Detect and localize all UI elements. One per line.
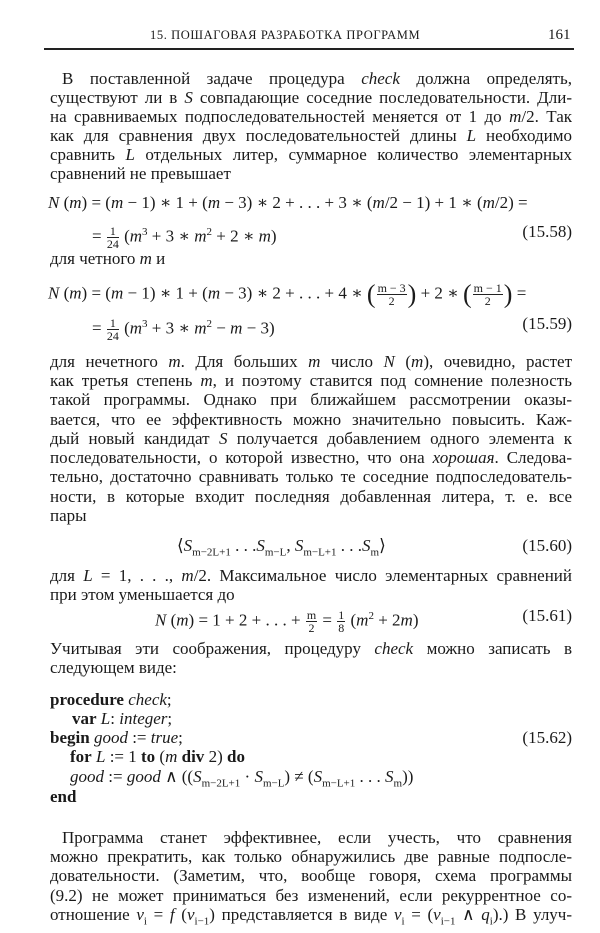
text-segment: − 3) [242,318,275,338]
text-segment: как третья степень [50,371,201,390]
keyword: procedure [50,690,124,709]
text-segment: 3 [142,318,148,330]
italic-term: v [186,905,195,924]
text-segment: ∧ (( [160,767,194,786]
text-segment: . . . [336,536,362,555]
text-segment: . . . [230,536,257,555]
italic-term: S [385,767,394,786]
text-segment: можно прекратить, как только обнаружились две равные подпосле- [50,847,572,866]
italic-term: N [48,193,60,212]
text-segment: тельно, достаточно сравнивать только те соседние подпоследователь- [50,467,572,486]
italic-term: m [69,193,82,212]
italic-term: m [194,226,207,246]
italic-term: L [466,126,477,145]
equation-number: (15.61) [522,606,572,625]
text-segment: ( [119,226,130,246]
italic-term: integer [119,709,168,728]
page-number: 161 [548,27,571,43]
text-line [50,506,572,526]
text-line [50,88,572,108]
fraction [377,282,407,307]
italic-term: S [362,536,371,555]
text-line [50,658,572,678]
text-line [50,371,572,391]
running-header: 15. ПОШАГОВАЯ РАЗРАБОТКА ПРОГРАММ [150,28,421,42]
text-segment: отдельных литер, суммарное количество элементарных [134,145,572,164]
text-segment: m−L+1 [322,777,356,790]
text-segment: i−1 [194,915,210,925]
text-line [50,107,572,127]
text-segment: должна определять, [399,69,572,88]
text-segment: m−L+1 [303,546,337,559]
italic-term: N [155,610,167,630]
text-segment: ( [155,747,166,766]
italic-term: m [400,610,413,630]
italic-term: true [150,728,179,747]
italic-term: m [129,318,143,338]
text-segment: i [401,915,405,925]
text-line [50,787,572,807]
italic-term: good [126,767,161,786]
text-segment: = [512,283,527,303]
fraction [107,317,119,342]
text-segment: − 1) ∗ 1 + ( [123,283,208,303]
text-segment: i [143,915,147,925]
text-segment: − 1) ∗ 1 + ( [123,193,208,212]
italic-term: v [393,905,402,924]
text-segment: − 3) ∗ 2 + . . . + 3 ∗ ( [220,193,373,212]
denominator: 2 [308,621,315,636]
text-line [50,448,572,468]
text-segment: ) = ( [81,283,111,303]
text-segment: m [393,777,403,790]
text-segment: ).) В улуч- [492,905,572,924]
italic-term: S [254,767,263,786]
text-line [50,690,572,710]
italic-term: L [100,709,111,728]
text-segment: /2) = [494,193,528,212]
text-segment: ( [119,318,130,338]
italic-term: check [128,690,167,709]
italic-term: N [48,283,60,303]
text-segment: 2 [206,226,212,238]
italic-term: f [169,905,175,924]
italic-term: m [200,371,213,390]
text-segment: = 1, . . ., [92,566,182,585]
text-segment: число [320,352,384,371]
italic-term: S [313,767,323,786]
equation-number: (15.62) [522,728,572,747]
text-segment: ; [166,690,172,709]
text-segment: := [127,728,151,747]
text-segment: m−L [262,777,285,790]
text-segment: В поставленной задаче процедура [62,69,362,88]
italic-term: m [207,283,221,303]
text-segment: довательности. (Заметим, что, вообще говоря, схема программы [50,866,572,885]
fraction [337,609,345,634]
italic-term: L [125,145,135,164]
text-segment: ( [366,279,376,309]
text-segment: ) [407,279,417,309]
italic-term: m [110,283,124,303]
text-segment: 2 [368,610,374,622]
text-segment: := 1 [105,747,141,766]
italic-term: m [356,610,369,630]
text-segment: на сравниваемых подпоследовательностей меняется от 1 до [50,107,510,126]
italic-term: good [93,728,128,747]
text-segment: ∧ [455,905,482,924]
italic-term: m [372,193,385,212]
keyword: do [226,747,245,766]
text-line [50,487,572,507]
text-segment: существуют ли в [50,88,185,107]
text-line [50,585,572,605]
text-segment: ( [59,193,70,212]
text-line [50,866,572,886]
text-segment: (9.2) не может приниматься без изменений, если рекуррентное со- [50,886,572,905]
text-segment: /2. Максимальное число элементарных сравнений [193,566,572,585]
text-segment: m−L [264,546,287,559]
text-segment: ) = 1 + 2 + . . . + [188,610,305,630]
keyword: to [141,747,156,766]
italic-term: m [207,193,221,212]
text-segment: и [151,249,166,268]
text-segment: отношение [50,905,137,924]
numerator: m − 3 [377,281,406,295]
italic-term: L [95,747,106,766]
text-line [50,352,572,372]
italic-term: m [411,352,424,371]
text-segment: можно записать в [413,639,572,658]
text-line [50,145,572,165]
numerator: 1 [107,317,119,330]
keyword: var [72,709,97,728]
text-segment: ) ≠ ( [284,767,314,786]
fraction [306,609,317,634]
italic-term: S [183,536,193,555]
keyword: div [181,747,205,766]
text-segment: ⟨ [177,536,184,555]
italic-term: m [258,226,271,246]
text-segment: ( [174,905,187,924]
italic-term: q [481,905,490,924]
text-segment: ( [394,352,412,371]
text-segment: ; [167,709,173,728]
equation-line [50,728,572,748]
text-segment: для нечетного [50,352,169,371]
italic-term: S [193,767,202,786]
text-segment: ) = ( [81,193,111,212]
text-segment: i−1 [440,915,456,925]
italic-term: good [70,767,104,786]
text-line [62,69,572,89]
text-segment: + 2 ∗ [211,226,259,246]
text-segment: )) [402,767,414,786]
equation-number: (15.59) [522,314,572,333]
denominator: 2 [388,294,395,308]
italic-term: L [83,566,93,585]
numerator: m [306,608,317,623]
text-segment: i [489,915,493,925]
text-line [50,249,572,269]
text-segment: вается, что ее эффективность можно значительно повысить. Каж- [50,410,572,429]
text-segment: + 2 [373,610,401,630]
text-segment: 3 [142,226,148,238]
italic-term: v [433,905,441,924]
text-segment: := [104,767,127,786]
italic-term: S [184,88,193,107]
numerator: 1 [338,608,345,623]
italic-term: m [165,747,178,766]
italic-term: m [129,226,143,246]
text-segment: /2. Так [521,107,572,126]
text-line [72,709,594,729]
text-line [50,886,572,906]
text-segment: /2 − 1) + 1 ∗ ( [384,193,483,212]
text-segment: + 2 ∗ [416,283,463,303]
text-segment: Программа станет эффективнее, если учесть, что сравнения [62,828,572,847]
italic-term: m [139,249,152,268]
text-segment: . . . [355,767,386,786]
text-segment: ) [412,610,419,630]
text-segment: 2 [206,318,212,330]
text-segment: сравнений не превышает [50,164,231,183]
text-segment: такой программы. Однако при ближайшем рассмотрении оказы- [50,390,572,409]
text-segment: сравнить [50,145,126,164]
text-segment: при этом уменьшается до [50,585,235,604]
text-segment: пары [50,506,87,525]
italic-term: m [308,352,321,371]
italic-term: v [136,905,144,924]
text-segment: − 3) ∗ 2 + . . . + 4 ∗ [220,283,367,303]
text-segment: следующем виде: [50,658,177,677]
text-segment: 2) [204,747,227,766]
denominator: 2 [484,294,491,308]
keyword: begin [50,728,90,747]
italic-term: m [194,318,207,338]
text-segment: Учитывая эти соображения, процедуру [50,639,375,658]
text-segment: m−2L+1 [192,546,231,559]
text-line [48,193,570,213]
text-segment: = [92,226,106,246]
text-line [50,164,572,184]
text-segment: совпадающие соседние последовательности. Дли- [192,88,572,107]
text-segment: ⟩ [379,536,386,555]
keyword: for [70,747,92,766]
text-segment: · [240,767,255,786]
text-segment: ( [346,610,357,630]
equation-number: (15.60) [522,536,572,555]
text-segment: = ( [404,905,434,924]
italic-term: хорошая [432,448,495,467]
text-segment: , [286,536,295,555]
italic-term: m [482,193,495,212]
italic-term: m [110,193,124,212]
text-segment: = [318,610,337,630]
fraction [107,225,119,250]
italic-term: m [181,566,194,585]
text-segment: ности, в которые входит последняя добавленная литера, т. е. все [50,487,572,506]
text-segment: ( [59,283,70,303]
text-line [50,847,572,867]
keyword: end [50,787,77,806]
text-line [50,410,572,430]
italic-term: S [218,429,228,448]
text-segment: ), очевидно, растет [423,352,572,371]
text-line [62,828,572,848]
text-segment: , и поэтому ставится под сомнение полезность [212,371,572,390]
text-segment: для четного [50,249,140,268]
italic-term: check [374,639,414,658]
text-segment: получается добавлением одного элемента к [227,429,572,448]
text-line [70,747,592,767]
text-segment: ( [463,279,472,309]
text-segment: . Следова- [494,448,572,467]
numerator: m − 1 [473,281,502,295]
italic-term: N [383,352,395,371]
italic-term: m [230,318,243,338]
italic-term: S [256,536,265,555]
text-line [50,126,572,146]
text-segment: ; [178,728,183,747]
italic-term: m [69,283,82,303]
text-segment: ) [270,226,277,246]
text-segment: как для сравнения двух последовательностей длины [50,126,467,145]
text-line [50,390,572,410]
text-line [50,905,572,925]
text-segment: m [370,546,380,559]
text-line [50,566,572,586]
text-line [50,467,572,487]
numerator: 1 [107,225,119,238]
text-line [50,639,572,659]
text-segment: : [110,709,120,728]
header-rule [44,48,574,50]
text-segment: ( [166,610,177,630]
text-segment: ) представляется в виде [209,905,394,924]
equation-number: (15.58) [522,222,572,241]
text-segment: дый новый кандидат [50,429,219,448]
italic-term: check [361,69,400,88]
text-segment: необходимо [476,126,572,145]
italic-term: m [509,107,522,126]
denominator: 8 [338,621,345,636]
text-line [50,429,572,449]
text-segment: + 3 ∗ [147,226,195,246]
text-line [48,279,570,309]
italic-term: S [294,536,304,555]
text-segment: . Для больших [180,352,309,371]
text-segment: + 3 ∗ [147,318,195,338]
text-segment: m−2L+1 [201,777,241,790]
italic-term: m [176,610,189,630]
fraction [473,282,503,307]
text-segment: − [211,318,231,338]
denominator: 24 [106,237,119,252]
denominator: 24 [106,329,119,344]
text-segment: ) [503,279,513,309]
text-segment: = [146,905,170,924]
text-segment: = [92,318,106,338]
italic-term: m [168,352,181,371]
text-segment: последовательности, о которой известно, что она [50,448,433,467]
text-segment: для [50,566,84,585]
